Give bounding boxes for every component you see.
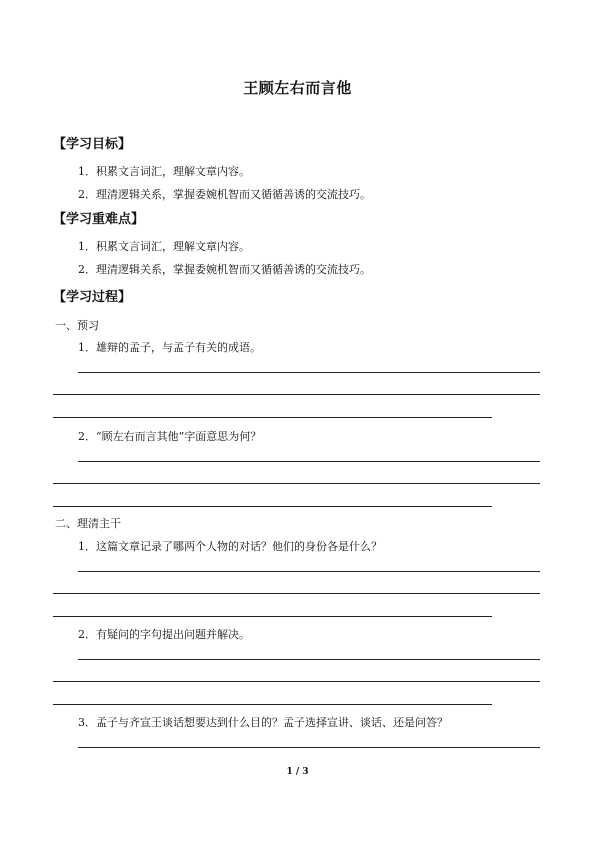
answer-line[interactable] <box>53 506 492 507</box>
question-text: 2．“顾左右而言其他”字面意思为何？ <box>78 430 262 443</box>
answer-line[interactable] <box>78 659 540 660</box>
answer-line[interactable] <box>53 681 540 682</box>
key-points-item: 2．理清逻辑关系，掌握委婉机智而又循循善诱的交流技巧。 <box>78 263 371 276</box>
key-points-heading: 【学习重难点】 <box>53 212 145 227</box>
answer-line[interactable] <box>53 593 540 594</box>
answer-line[interactable] <box>53 616 492 617</box>
goals-heading: 【学习目标】 <box>53 137 132 152</box>
answer-line[interactable] <box>78 372 540 373</box>
page-title: 王顾左右而言他 <box>243 79 352 97</box>
answer-line[interactable] <box>78 571 540 572</box>
answer-line[interactable] <box>53 417 492 418</box>
answer-line[interactable] <box>53 483 540 484</box>
answer-line[interactable] <box>78 747 540 748</box>
goals-item: 1．积累文言词汇，理解文章内容。 <box>78 165 250 178</box>
question-text: 1．这篇文章记录了哪两个人物的对话？他们的身份各是什么？ <box>78 540 382 553</box>
question-text: 2．有疑问的字句提出问题并解决。 <box>78 628 250 641</box>
answer-line[interactable] <box>78 461 540 462</box>
page-number: 1 / 3 <box>286 767 309 777</box>
question-text: 3．孟子与齐宣王谈话想要达到什么目的？孟子选择宣讲、谈话、还是问答？ <box>78 716 448 729</box>
question-text: 1．雄辩的孟子，与孟子有关的成语。 <box>78 341 261 354</box>
section-preview-label: 一、预习 <box>55 319 99 332</box>
answer-line[interactable] <box>53 394 540 395</box>
answer-line[interactable] <box>53 704 492 705</box>
process-heading: 【学习过程】 <box>53 290 132 305</box>
key-points-item: 1．积累文言词汇，理解文章内容。 <box>78 240 250 253</box>
goals-item: 2．理清逻辑关系，掌握委婉机智而又循循善诱的交流技巧。 <box>78 188 371 201</box>
section-main-label: 二、理清主干 <box>55 517 121 530</box>
